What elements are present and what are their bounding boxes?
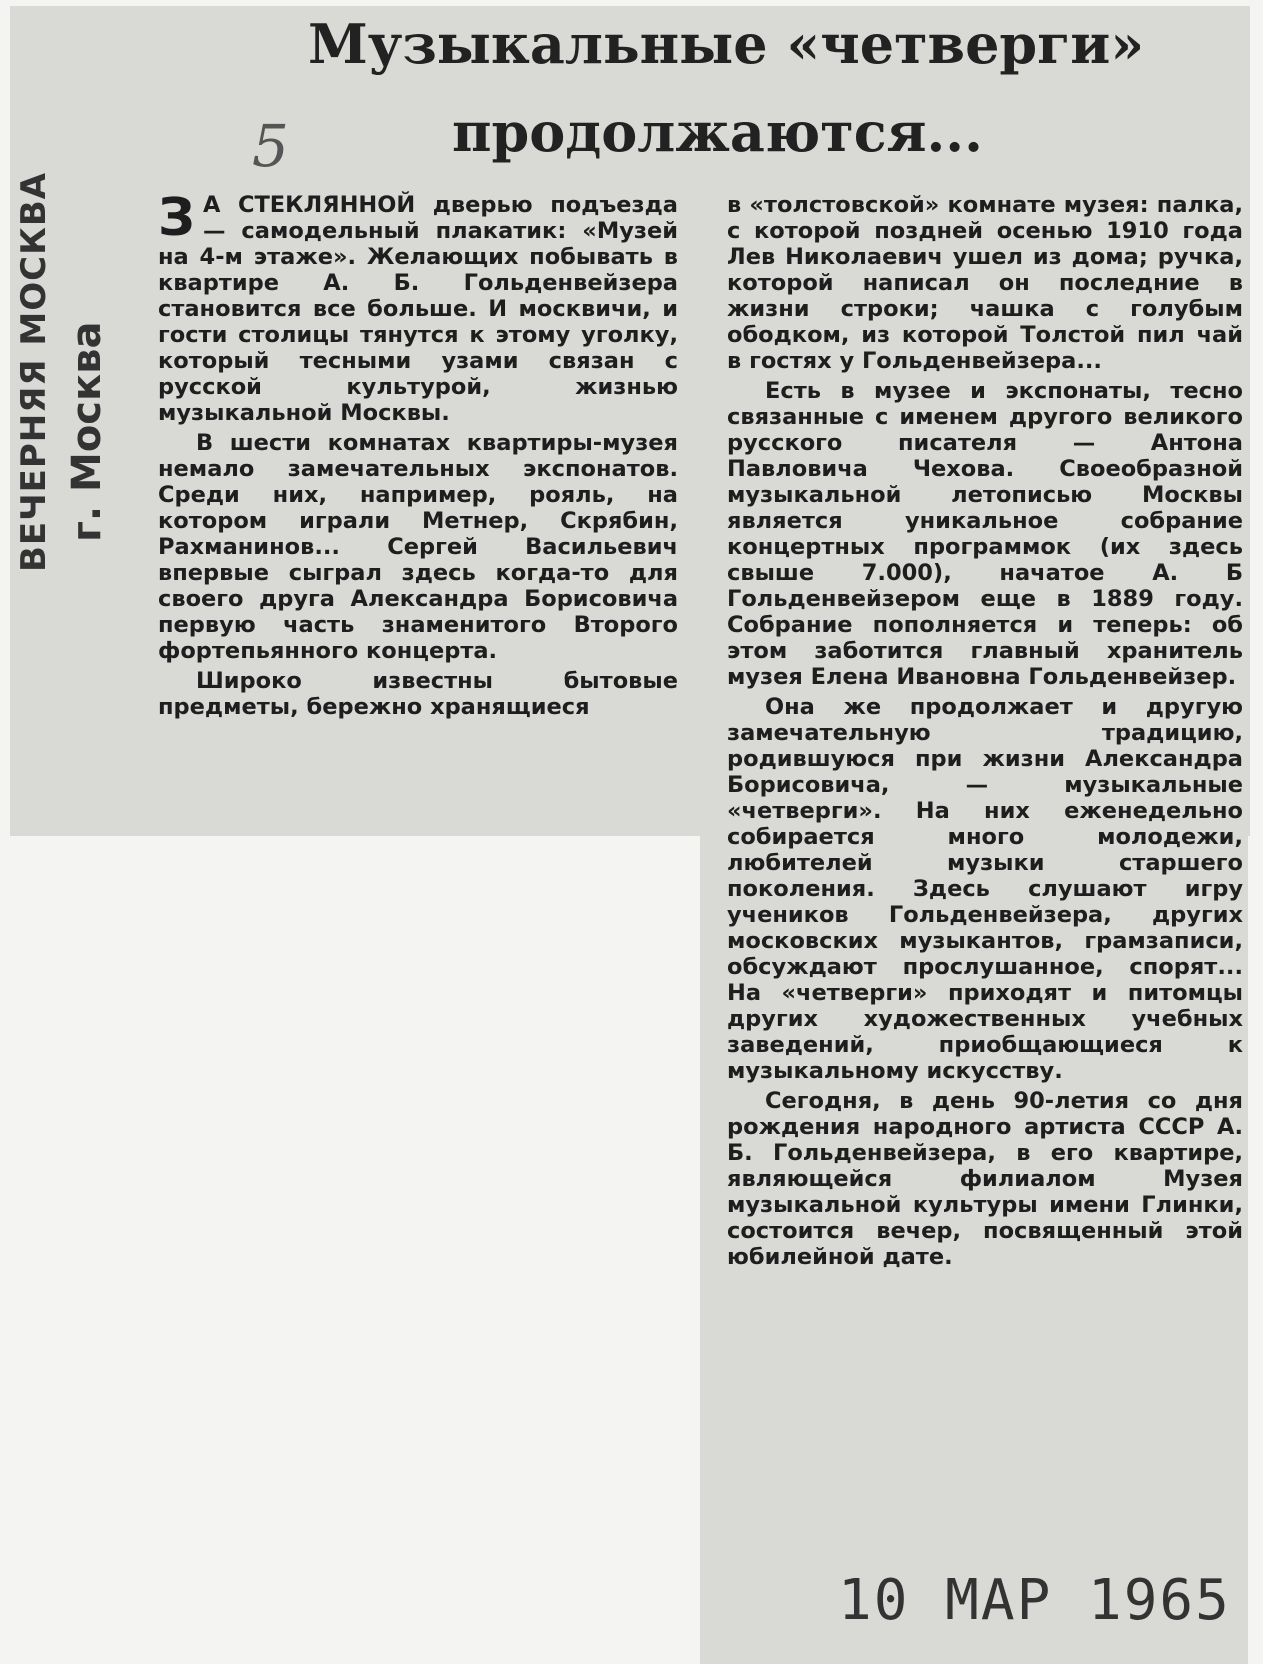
paragraph: Широко известны бытовые предметы, бережно хранящиеся <box>158 668 678 720</box>
paragraph: Сегодня, в день 90-летия со дня рождения народного артиста СССР А. Б. Гольденвейзера, в его квартире, являющейся филиалом Музея музыкальной культуры имени Глинки, состоится вечер, посвященный этой юбилейной дате. <box>727 1088 1243 1270</box>
newspaper-name: ВЕЧЕРНЯЯ МОСКВА <box>14 171 54 572</box>
handwritten-mark: 5 <box>252 112 289 180</box>
city-name: г. Москва <box>64 321 110 542</box>
paragraph: Есть в музее и экспонаты, тесно связанные с именем другого великого русского писателя — Антона Павловича Чехова. Своеобразной музыкальной летописью Москвы является уникальное собрание концертных программок (их здесь свыше 7.000), начатое А. Б Гольденвейзером еще в 1889 году. Собрание пополняется и теперь: об этом заботится главный хранитель музея Елена Ивановна Гольденвейзер. <box>727 378 1243 690</box>
paragraph: З А СТЕКЛЯННОЙ дверью подъезда — самодельный плакатик: «Музей на 4-м этаже». Желающих побывать в квартире А. Б. Гольденвейзера становится все больше. И москвичи, и гости столицы тянутся к этому уголку, который тесными узами связан с русской культурой, жизнью музыкальной Москвы. <box>158 188 678 426</box>
headline-line-1: Музыкальные «четверги» <box>308 12 1145 76</box>
headline-line-2: продолжаются... <box>452 100 983 164</box>
dropcap: З <box>158 188 195 248</box>
article-column-1 <box>158 188 678 724</box>
date-stamp: 10 МАР 1965 <box>838 1568 1231 1633</box>
paragraph: в «толстовской» комнате музея: палка, с которой поздней осенью 1910 года Лев Николаевич ушел из дома; ручка, которой написал он последние в жизни строки; чашка с голубым ободком, из которой Толстой пил чай в гостях у Гольденвейзера... <box>727 192 1243 374</box>
source-stamp <box>14 171 110 572</box>
paragraph: В шести комнатах квартиры-музея немало замечательных экспонатов. Среди них, например, рояль, на котором играли Метнер, Скрябин, Рахманинов... Сергей Васильевич впервые сыграл здесь когда-то для своего друга Александра Борисовича первую часть знаменитого Второго фортепьянного концерта. <box>158 430 678 664</box>
article-column-2 <box>727 192 1243 1274</box>
paragraph: Она же продолжает и другую замечательную традицию, родившуюся при жизни Александра Борисовича, — музыкальные «четверги». На них еженедельно собирается много молодежи, любителей музыки старшего поколения. Здесь слушают игру учеников Гольденвейзера, других московских музыкантов, грамзаписи, обсуждают прослушанное, спорят... На «четверги» приходят и питомцы других художественных учебных заведений, приобщающиеся к музыкальному искусству. <box>727 694 1243 1084</box>
